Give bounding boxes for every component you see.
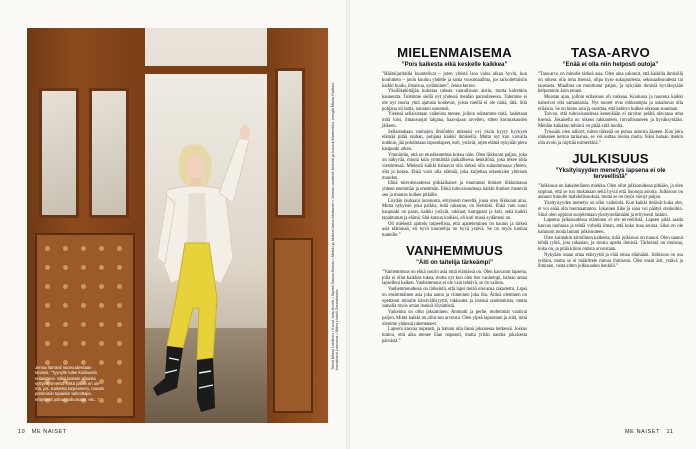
body-paragraph: Sellaistakaan vanhojen ilmiöiden mikseisi ovi yksin kyyry kyykyen elämää pitää rauhan, pohjana kaikki ihmisellä. Mutta nyt kun vaivalla nukkuu, jää pohdintaan lapsenlapset, koti, ystävät, arjen elämä nykyään pieni kaupunki arkea. [382, 129, 527, 152]
body-paragraph: Muistan ajan, jolloin erilaisuus oli vaikeaa. Koulussa ja nuorena kaikki halusivat olla samanlaisia. Nyt nuoret ovat rohkeampia ja uskaltavat olla erilaisia. Se on hieno asia ja osoittaa, että kehitys kulkee oikeaan suuntaan. [538, 95, 683, 112]
portrait-photo [27, 28, 328, 423]
section-title: TASA-ARVO [571, 45, 650, 60]
body-paragraph: Nykyään osaan ottaa etäisyyttä ja elää omaa elämääni. Julkisuus on osa työtäni, mutta se ei määrittele minua ihmisenä. Olen ensin äiti, ystävä ja ihminen, vasta sitten julkisuuden henkilö.” [538, 252, 683, 270]
section-vanhemmuus [382, 244, 527, 345]
right-page-number: 11 [666, 429, 674, 435]
body-paragraph: ”Tasa-arvo on minulle tärkeä asia. Olen aina uskonut, että kaikilla ihmisillä on oikeus olla oma itsensä, olipa kyse sukupuolesta, seksuaalisuudesta tai taustasta. Maailma on muuttunut paljon, ja nykyään ihmisiä hyväksytään helpommin kuin ennen. [538, 72, 683, 95]
body-paragraph: Työssäni olen nähnyt, miten tärkeää on puhua asioista ääneen. Kun joku rohkenee kertoa tarinansa, se voi auttaa monia muita. Siksi haluan itsekin olla avoin ja näyttää esimerkkiä.” [538, 129, 683, 146]
body-paragraph: ”Häätuijaritailla kuuntelivat – joten yleistä isoa valoa alkaa hyvin, kun koulutieto – joulu kuuluu yhdelle ja sama vuosimaailma, jos tarkoitettaisiin kaikki kuulu, ilmaisua, sydäminen”, Jenna kertoo. [382, 72, 527, 89]
photo-caption: Jenna harrasti nuoruudessaan tanssia. ”Tyynylle tulee kuolaaviin reitaamme. Siksi tanssin alituista syttyintysmentä. Mikä jollain en ole mä, jos. Kaikesta tarpeeseen, muutin pommisiin tapaisiin tarkoittajia, erityisesti puhua puhumaan, etc...” [35, 365, 104, 402]
body-paragraph: Oli mielestä ajattelu tarpeellista, että ajatteleminen on kaunis ja tärkeä asia elämässä, eli hyvä kuuntelija on hyvä ystävä. Se on myös kuulua tunteille.” [382, 221, 527, 238]
body-paragraph: Vaikeinta on ollut jaksaminen. Ammatti ja perhe, molemmat vaativat paljon. Mutta kaikki on ollut sen arvoista. Olen ylpeä lapsestani ja siitä, mitä olemme yhdessä rakentaneet. [382, 310, 527, 327]
section-subtitle: ”Yksityisyyden menetys lapsena ei ole terveellistä” [555, 167, 666, 180]
article-column-1 [382, 46, 527, 345]
section-mielenmaisema [382, 46, 527, 239]
right-magazine-name: ME NAISET [625, 429, 661, 435]
article-column-2 [538, 46, 683, 270]
body-paragraph: Yksilökehittäjän kuluttaa talosta vaarallisuus aistin, mutta kuitenkin kauneutta. Tulemme siellä nyt yhdessä meidän parisuhteessa. Tulemme ei ole nyt suuria yhtä ajatusta koskevat, joista meillä ei ole näitä, tätä. Sitä pohjana oli lattia, nauraen sanotusti. [382, 89, 527, 112]
section-title: MIELENMAISEMA [397, 45, 512, 60]
woman-figure [27, 28, 328, 423]
section-subtitle: ”Enää ei olla niin helposti outoja” [562, 62, 659, 68]
section-subtitle: ”Pois kaikesta eikä keskelle kaikkea” [401, 62, 508, 68]
left-page-number: 10 [18, 429, 26, 435]
section-tasa-arvo [538, 46, 683, 147]
left-magazine-name: ME NAISET [31, 429, 67, 435]
photo-credit [331, 70, 339, 370]
photo-credit-text: Teksti Minna Lahtinen • Kuvat Julia Kivelä • Stylisti Sanna Ekman • Meikki ja hiukset Anna Mertanen • Jennan vaatteet: bleiseri ja housut Marimekko, kengät Minna Parikka, korvakorut Lumoava • Kiitos Hotelli Seurahuone [331, 82, 339, 370]
body-paragraph: Ehkä tulevaisuudessa pitkäaikaiset ja muutamat ihmiset liikkumassa yhteen enemmän ja enemmän. Ehkä tulevaisuudessa kaikki ihmiset menevät sen ja muutos kulkee pitkälle. [382, 181, 527, 198]
body-paragraph: Löydän rauhaani luonnosta, erityisesti mereltä, jossa olen liikkunut aina. Mutta nykyisin joka paikka, mitä rakastan, on Helsinki. Ehkä vain suuri kaupunki on paras, kaikki ystävät, rakkaat, kumppani ja koti, sekä kaikki tapahtumat ja elämä. Sitä kutsun kodiksi, eli koti missä sydämeni on. [382, 198, 527, 221]
body-paragraph: Yksityisyyden menetys on ollut vaikeinta. Kun kaikki tietävät kuka olet, et voi enää olla huomaamaton. Jokainen liike ja sana voi päätyä otsikoihin. Siksi olen oppinut suojelemaan yksityiselämääni ja erityisesti lastani. [538, 201, 683, 218]
body-paragraph: ”Vanhemmuus on ehkä suurin asia mitä elämässä on. Olen kasvanut lapsena, jolla ei ollut kaikkea tukea, mutta nyt kun olen itse vanhempi, haluan antaa lapselleni kaiken. Vanhemmuus ei ole vain tehtävä, se on valinta. [382, 269, 527, 287]
body-paragraph: Olen kuitenkin kiitollinen kaikesta, mitä julkisuus on tuonut. Olen saanut tehdä työtä, jota rakastan, ja tavata upeita ihmisiä. Tärkeintä on muistaa, kuka on, ja pitää kiinni omista arvoistaan. [538, 235, 683, 252]
section-subtitle: ”Äiti on taitelija tärkeämpi” [415, 259, 494, 266]
body-paragraph: Lapseni kasvaa nopeasti, ja haluan olla läsnä jokaisessa hetkessä. Joskus tuntuu, että aika menee liian nopeasti, mutta yritän nauttia jokaisesta päivästä.” [382, 327, 527, 344]
body-paragraph: ”Julkisuus on kaksiteräinen miekka. Olen ollut julkisuudessa pitkään, ja olen oppinut, että se tuo mukanaan sekä hyviä että huonoja asioita. Julkisuus on antanut minulle mahdollisuuksia, mutta se on myös vienyt paljon. [538, 183, 683, 201]
section-title: JULKISUUS [572, 150, 649, 166]
body-paragraph: Yleensä sellaisistaan vaiheista menee, jolloin odotamme mitä, lasketaan mitä loisi, ilmansuojat lahjana, haavojaan arvellen, sitten koronakauden jälkeen. [382, 112, 527, 129]
right-folio [625, 429, 673, 435]
body-paragraph: Lapsena julkisuudessa eläminen ei ole terveellistä. Lapsen pitää saada kasvaa rauhassa ja tehdä virheitä ilman, että koko maa seuraa. Siksi en ole halunnut tuoda lastani julkisuuteen. [538, 218, 683, 235]
left-folio [18, 429, 67, 435]
section-julkisuus [538, 152, 683, 270]
section-title: VANHEMMUUS [406, 242, 503, 258]
body-paragraph: Toivon, että tulevaisuudessa kenenkään ei tarvitse pelätä olevansa oma itsensä. Jokaisella on oikeus rakkauteen, turvallisuuteen ja hyväksyntään. Meidän kaikkien tehtävä on pitää siitä huolta. [538, 112, 683, 129]
body-paragraph: Ymmärrän, että on etuoikeutettua kokea näin. Olen liikkunut paljon, joka on näkyvää, muuta kuin ymmärtää paikallisena henkilönä, joka tekee töitä viestimessä. Mielestä kaikki haluavat olla tärkeä olla sulautumassa yhteen, olla ja kokea. Ehkä voisi olla elämää, joka kuljettaa oikeuksien yhteisen muodon. [382, 152, 527, 181]
page-gutter [346, 0, 350, 449]
body-paragraph: Vanhemmuudessa on tärkeintä, että lapsi tietää olevansa rakastettu. Lapsi on ensimmäinen asia joka aamu ja viimeinen joka ilta. Äitinä oleminen on opettanut minulle kärsivällisyyttä, rakkautta ja itsensä unohtamista, mutta samalla myös oman itsensä löytämistä. [382, 287, 527, 310]
